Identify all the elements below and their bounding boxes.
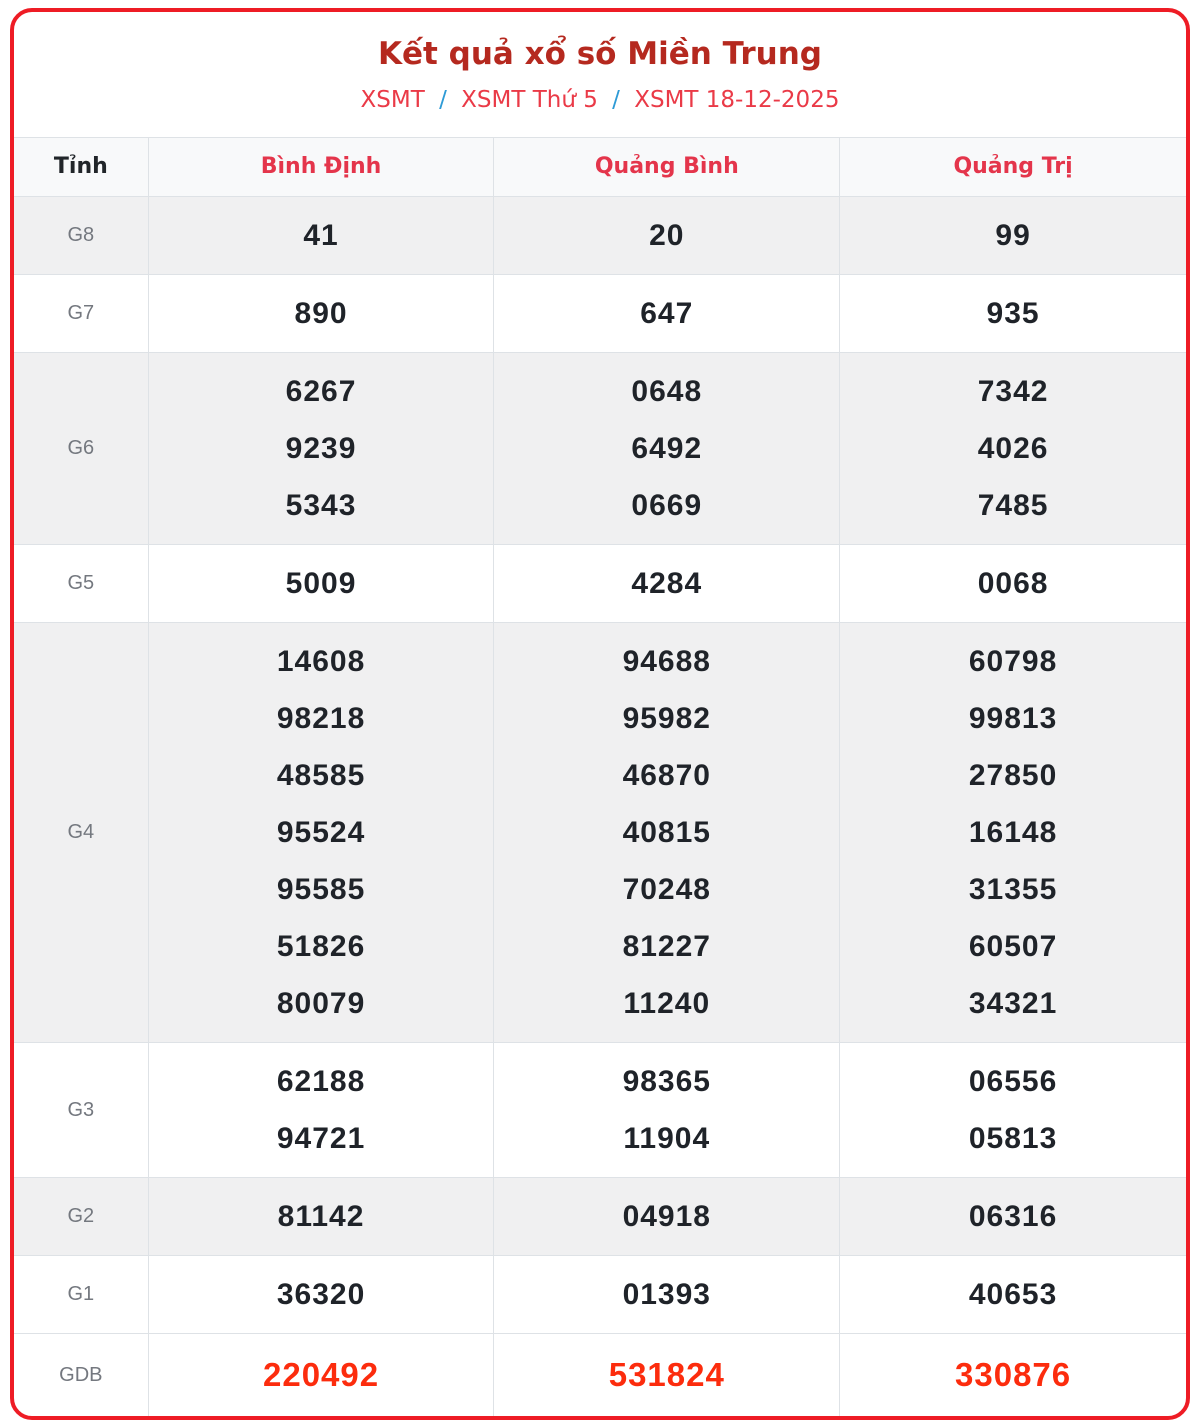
prize-numbers-cell xyxy=(148,1043,494,1178)
breadcrumb-link-xsmt-date[interactable]: XSMT 18-12-2025 xyxy=(634,87,840,113)
prize-numbers-cell xyxy=(840,275,1186,353)
prize-number: 34321 xyxy=(968,987,1058,1020)
prize-number: 94721 xyxy=(276,1122,366,1155)
page xyxy=(0,8,1200,1420)
prize-number: 27850 xyxy=(968,759,1058,792)
prize-row-g6 xyxy=(14,353,1186,545)
prize-number: 220492 xyxy=(262,1356,380,1393)
prize-number: 20 xyxy=(649,219,685,252)
prize-numbers-cell xyxy=(494,353,840,545)
prize-row-g2 xyxy=(14,1178,1186,1256)
prize-numbers-cell xyxy=(494,545,840,623)
prize-number: 14608 xyxy=(276,645,366,678)
prize-number: 94688 xyxy=(622,645,711,678)
prize-number: 06316 xyxy=(968,1200,1058,1233)
prize-number: 0669 xyxy=(631,489,703,522)
prize-numbers-cell xyxy=(148,275,494,353)
prize-number: 95982 xyxy=(622,702,711,735)
prize-label: G3 xyxy=(14,1043,148,1178)
prize-numbers-cell xyxy=(840,1178,1186,1256)
prize-number: 890 xyxy=(294,297,348,330)
prize-number: 5343 xyxy=(285,489,357,522)
prize-number: 81142 xyxy=(277,1200,365,1233)
prize-number: 647 xyxy=(640,297,694,330)
prize-row-gdb xyxy=(14,1334,1186,1417)
prize-number: 05813 xyxy=(968,1122,1058,1155)
prize-number: 11240 xyxy=(623,987,711,1020)
prize-number: 4284 xyxy=(631,567,703,600)
prize-label: G7 xyxy=(14,275,148,353)
prize-number: 70248 xyxy=(622,873,711,906)
prize-row-g4 xyxy=(14,623,1186,1043)
prize-number: 81227 xyxy=(622,930,711,963)
prize-label: GDB xyxy=(14,1334,148,1417)
prize-number: 31355 xyxy=(968,873,1058,906)
prize-numbers-cell xyxy=(494,275,840,353)
prize-row-g3 xyxy=(14,1043,1186,1178)
breadcrumb-separator: / xyxy=(612,87,620,113)
prize-number: 95585 xyxy=(276,873,366,906)
prize-number: 98218 xyxy=(276,702,366,735)
breadcrumb xyxy=(14,85,1186,115)
prize-numbers-cell xyxy=(148,545,494,623)
results-body xyxy=(14,197,1186,1417)
prize-numbers-cell xyxy=(494,1256,840,1334)
page-title: Kết quả xổ số Miền Trung xyxy=(378,36,822,72)
prize-number: 98365 xyxy=(622,1065,711,1098)
column-header-quang-tri[interactable]: Quảng Trị xyxy=(840,138,1186,197)
prize-row-g1 xyxy=(14,1256,1186,1334)
prize-number: 51826 xyxy=(276,930,366,963)
prize-numbers-cell xyxy=(494,1334,840,1417)
prize-numbers-cell xyxy=(494,623,840,1043)
column-header-province-label: Tỉnh xyxy=(14,138,148,197)
prize-number: 4026 xyxy=(977,432,1049,465)
prize-number: 16148 xyxy=(968,816,1058,849)
lottery-results-card xyxy=(10,8,1190,1420)
prize-number: 60798 xyxy=(968,645,1058,678)
prize-number: 330876 xyxy=(955,1356,1072,1393)
prize-row-g5 xyxy=(14,545,1186,623)
prize-number: 04918 xyxy=(622,1200,711,1233)
prize-number: 06556 xyxy=(968,1065,1058,1098)
prize-number: 40815 xyxy=(622,816,711,849)
prize-number: 40653 xyxy=(968,1278,1058,1311)
prize-number: 80079 xyxy=(276,987,366,1020)
prize-numbers-cell xyxy=(840,623,1186,1043)
prize-numbers-cell xyxy=(494,197,840,275)
prize-number: 11904 xyxy=(623,1122,711,1155)
breadcrumb-separator: / xyxy=(439,87,447,113)
prize-row-g8 xyxy=(14,197,1186,275)
prize-numbers-cell xyxy=(148,623,494,1043)
prize-number: 60507 xyxy=(968,930,1058,963)
prize-numbers-cell xyxy=(840,1256,1186,1334)
breadcrumb-link-xsmt[interactable]: XSMT xyxy=(360,87,425,113)
prize-number: 7342 xyxy=(977,375,1049,408)
prize-number: 7485 xyxy=(977,489,1049,522)
prize-numbers-cell xyxy=(840,545,1186,623)
prize-number: 48585 xyxy=(276,759,366,792)
prize-numbers-cell xyxy=(840,1334,1186,1417)
results-table xyxy=(14,137,1186,1416)
prize-label: G8 xyxy=(14,197,148,275)
prize-numbers-cell xyxy=(840,353,1186,545)
prize-number: 46870 xyxy=(622,759,711,792)
prize-label: G5 xyxy=(14,545,148,623)
prize-number: 9239 xyxy=(285,432,357,465)
prize-number: 99 xyxy=(995,219,1031,252)
prize-number: 6267 xyxy=(285,375,357,408)
prize-label: G6 xyxy=(14,353,148,545)
column-header-binh-dinh[interactable]: Bình Định xyxy=(148,138,494,197)
prize-number: 01393 xyxy=(622,1278,711,1311)
prize-number: 62188 xyxy=(276,1065,366,1098)
prize-numbers-cell xyxy=(494,1043,840,1178)
prize-numbers-cell xyxy=(148,1178,494,1256)
prize-label: G4 xyxy=(14,623,148,1043)
column-header-quang-binh[interactable]: Quảng Bình xyxy=(494,138,840,197)
prize-number: 6492 xyxy=(631,432,703,465)
prize-number: 531824 xyxy=(608,1356,725,1393)
prize-number: 0068 xyxy=(977,567,1049,600)
prize-numbers-cell xyxy=(148,1256,494,1334)
prize-numbers-cell xyxy=(148,353,494,545)
prize-numbers-cell xyxy=(840,197,1186,275)
prize-number: 41 xyxy=(303,219,339,252)
prize-numbers-cell xyxy=(840,1043,1186,1178)
prize-label: G2 xyxy=(14,1178,148,1256)
prize-numbers-cell xyxy=(148,1334,494,1417)
prize-number: 5009 xyxy=(285,567,357,600)
prize-number: 0648 xyxy=(631,375,703,408)
prize-numbers-cell xyxy=(494,1178,840,1256)
breadcrumb-link-xsmt-weekday[interactable]: XSMT Thứ 5 xyxy=(461,87,598,113)
prize-number: 36320 xyxy=(276,1278,366,1311)
prize-number: 95524 xyxy=(276,816,366,849)
prize-number: 935 xyxy=(986,297,1040,330)
table-header-row xyxy=(14,138,1186,197)
prize-number: 99813 xyxy=(968,702,1058,735)
prize-numbers-cell xyxy=(148,197,494,275)
prize-row-g7 xyxy=(14,275,1186,353)
prize-label: G1 xyxy=(14,1256,148,1334)
